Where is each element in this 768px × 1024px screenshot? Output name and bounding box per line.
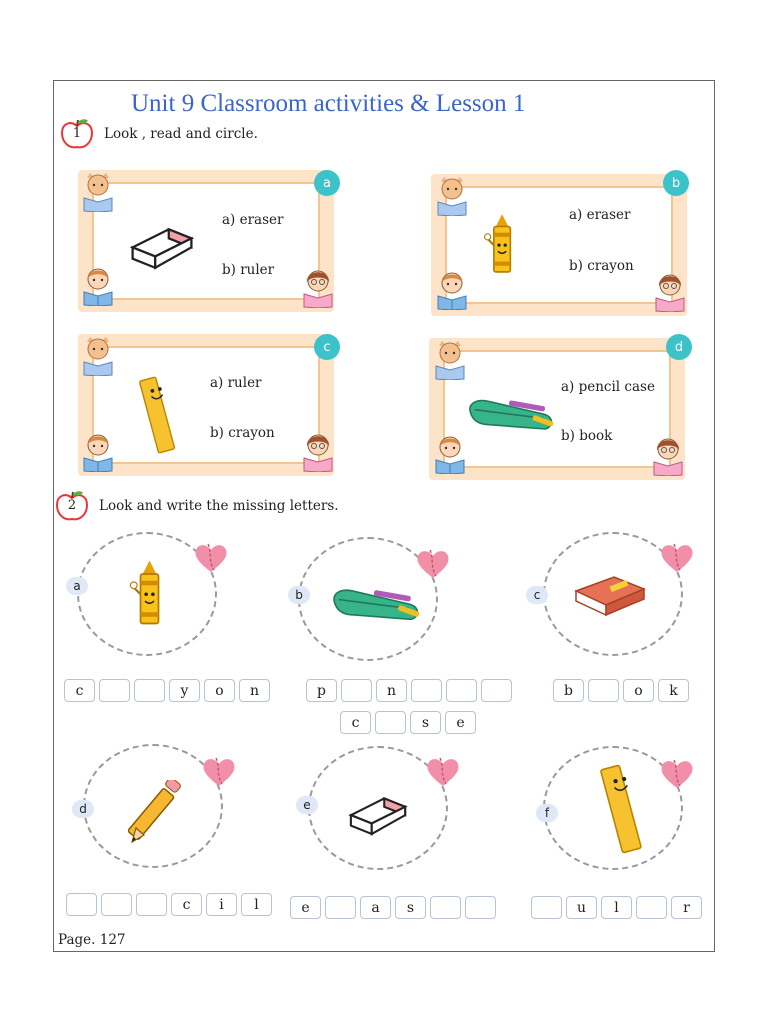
ruler-icon xyxy=(130,376,186,454)
letter-box[interactable]: l xyxy=(601,896,632,919)
letter-boxes-b-line-1 xyxy=(306,679,512,702)
item-label-d: d xyxy=(72,800,94,818)
letter-box[interactable] xyxy=(465,896,496,919)
letter-box[interactable]: u xyxy=(566,896,597,919)
letter-box[interactable] xyxy=(636,896,667,919)
card-b-option-a[interactable]: a) eraser xyxy=(569,207,631,223)
letter-box[interactable]: i xyxy=(206,893,237,916)
letter-box[interactable] xyxy=(588,679,619,702)
crayon-icon xyxy=(482,210,516,274)
pencil-case-icon xyxy=(466,392,556,436)
card-badge-c: c xyxy=(314,334,340,360)
letter-boxes-c xyxy=(553,679,689,702)
letter-box[interactable]: e xyxy=(445,711,476,734)
cat-reading-icon xyxy=(80,336,116,376)
heart-icon xyxy=(194,542,228,574)
letter-box[interactable]: c xyxy=(171,893,202,916)
girl-reading-icon xyxy=(300,268,336,308)
letter-box[interactable] xyxy=(531,896,562,919)
letter-box[interactable]: b xyxy=(553,679,584,702)
letter-box[interactable]: s xyxy=(395,896,426,919)
letter-box[interactable]: c xyxy=(340,711,371,734)
cat-reading-icon xyxy=(80,172,116,212)
letter-box[interactable] xyxy=(375,711,406,734)
letter-box[interactable]: o xyxy=(204,679,235,702)
letter-box[interactable]: a xyxy=(360,896,391,919)
boy-reading-icon xyxy=(80,266,116,306)
letter-box[interactable] xyxy=(481,679,512,702)
section-number: 2 xyxy=(67,498,77,513)
letter-box[interactable]: k xyxy=(658,679,689,702)
letter-boxes-e xyxy=(290,896,496,919)
girl-reading-icon xyxy=(300,432,336,472)
boy-reading-icon xyxy=(432,434,468,474)
section-1-heading xyxy=(60,118,258,150)
pencil-icon xyxy=(128,780,192,844)
letter-box[interactable] xyxy=(101,893,132,916)
letter-box[interactable]: c xyxy=(64,679,95,702)
item-label-b: b xyxy=(288,586,310,604)
page-title: Unit 9 Classroom activities & Lesson 1 xyxy=(131,90,526,117)
letter-box[interactable]: n xyxy=(376,679,407,702)
pencil-case-icon xyxy=(330,582,422,626)
section-2-heading xyxy=(55,490,339,522)
letter-box[interactable] xyxy=(430,896,461,919)
letter-box[interactable] xyxy=(99,679,130,702)
item-label-c: c xyxy=(526,586,548,604)
letter-box[interactable] xyxy=(136,893,167,916)
card-c-option-a[interactable]: a) ruler xyxy=(210,375,262,391)
item-label-e: e xyxy=(296,796,318,814)
card-a-option-b[interactable]: b) ruler xyxy=(222,262,275,278)
apple-icon xyxy=(60,118,94,150)
letter-box[interactable]: n xyxy=(239,679,270,702)
card-d-option-b[interactable]: b) book xyxy=(561,428,613,444)
eraser-icon xyxy=(346,788,410,836)
heart-icon xyxy=(416,548,450,580)
item-label-a: a xyxy=(66,577,88,595)
letter-box[interactable]: o xyxy=(623,679,654,702)
heart-icon xyxy=(660,758,694,790)
apple-icon xyxy=(55,490,89,522)
book-icon xyxy=(570,568,650,620)
letter-box[interactable] xyxy=(411,679,442,702)
letter-boxes-f xyxy=(531,896,702,919)
item-label-f: f xyxy=(536,804,558,822)
page-number: Page. 127 xyxy=(58,932,126,948)
card-badge-a: a xyxy=(314,170,340,196)
crayon-icon xyxy=(122,556,168,628)
letter-boxes-b-line-2 xyxy=(340,711,476,734)
letter-boxes-a xyxy=(64,679,270,702)
letter-box[interactable]: l xyxy=(241,893,272,916)
card-c xyxy=(78,334,334,476)
card-c-option-b[interactable]: b) crayon xyxy=(210,425,275,441)
letter-box[interactable] xyxy=(325,896,356,919)
boy-reading-icon xyxy=(434,270,470,310)
letter-box[interactable]: e xyxy=(290,896,321,919)
card-badge-b: b xyxy=(663,170,689,196)
letter-box[interactable] xyxy=(341,679,372,702)
letter-box[interactable] xyxy=(134,679,165,702)
letter-box[interactable]: p xyxy=(306,679,337,702)
card-badge-d: d xyxy=(666,334,692,360)
heart-icon xyxy=(660,542,694,574)
letter-box[interactable]: s xyxy=(410,711,441,734)
card-a xyxy=(78,170,334,312)
cat-reading-icon xyxy=(434,176,470,216)
cat-reading-icon xyxy=(432,340,468,380)
section-1-instruction: Look , read and circle. xyxy=(104,126,258,142)
ruler-icon xyxy=(594,764,650,854)
boy-reading-icon xyxy=(80,432,116,472)
eraser-icon xyxy=(126,218,198,270)
heart-icon xyxy=(202,756,236,788)
letter-boxes-d xyxy=(66,893,272,916)
card-b-option-b[interactable]: b) crayon xyxy=(569,258,634,274)
section-2-instruction: Look and write the missing letters. xyxy=(99,498,339,514)
card-a-option-a[interactable]: a) eraser xyxy=(222,212,284,228)
card-d-option-a[interactable]: a) pencil case xyxy=(561,379,655,395)
letter-box[interactable]: r xyxy=(671,896,702,919)
letter-box[interactable] xyxy=(66,893,97,916)
heart-icon xyxy=(426,756,460,788)
section-number: 1 xyxy=(72,126,82,141)
girl-reading-icon xyxy=(650,436,686,476)
letter-box[interactable]: y xyxy=(169,679,200,702)
letter-box[interactable] xyxy=(446,679,477,702)
girl-reading-icon xyxy=(652,272,688,312)
